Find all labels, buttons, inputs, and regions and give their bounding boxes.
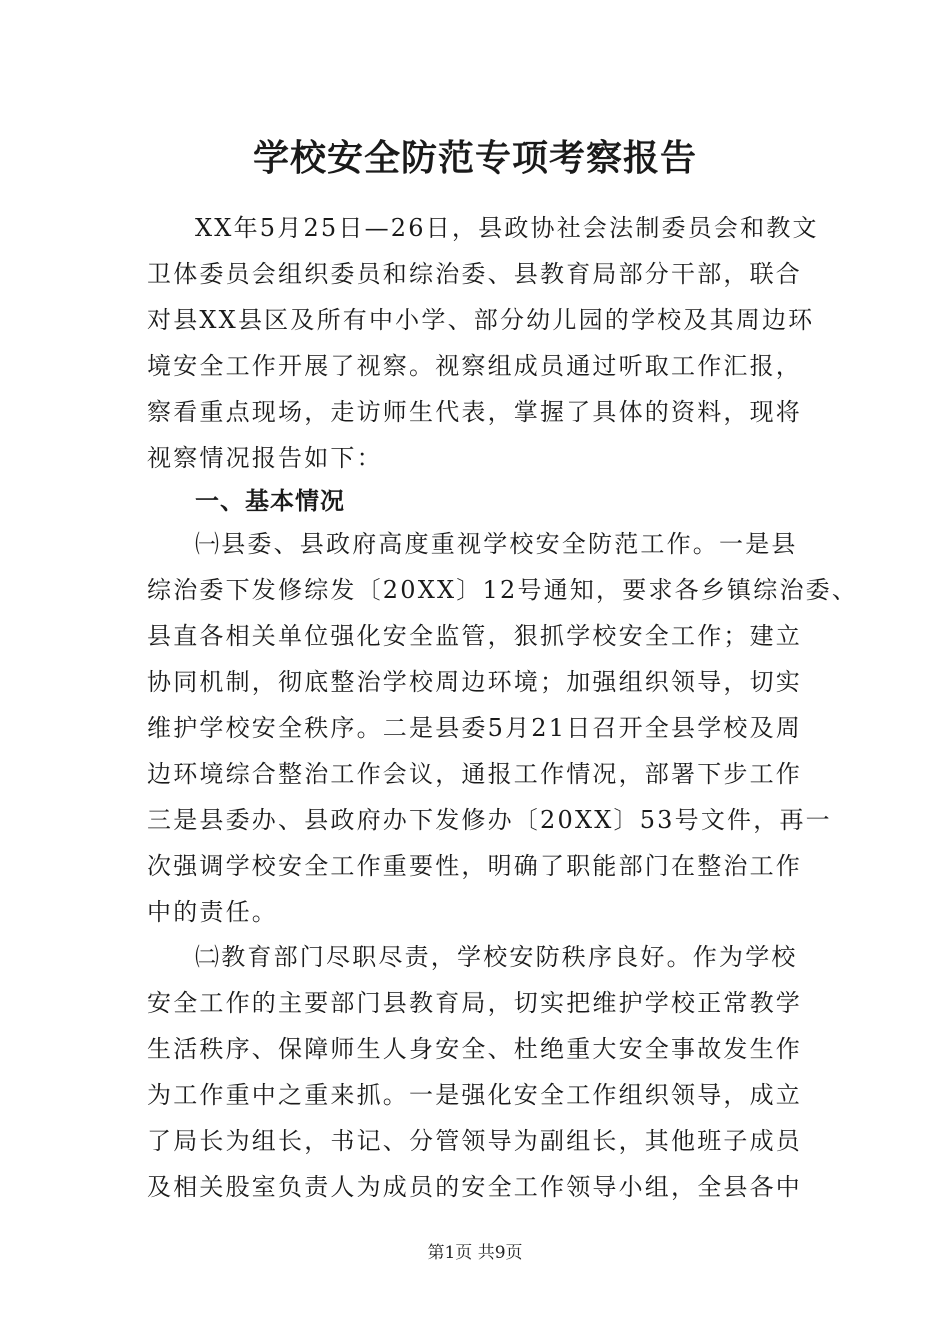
body-line: 生活秩序、保障师生人身安全、杜绝重大安全事故发生作: [147, 1035, 802, 1063]
document-title: 学校安全防范专项考察报告: [252, 137, 697, 179]
body-line: 三是县委办、县政府办下发修办〔20XX〕53号文件，再一: [147, 806, 832, 834]
body-line: 视察情况报告如下：: [147, 444, 383, 472]
body-line: XX年5月25日—26日，县政协社会法制委员会和教文: [195, 214, 819, 242]
body-line: 县直各相关单位强化安全监管，狠抓学校安全工作；建立: [147, 622, 802, 650]
page-footer: 第1页 共9页: [427, 1243, 523, 1263]
body-line: 卫体委员会组织委员和综治委、县教育局部分干部，联合: [147, 260, 802, 288]
section-heading: 一、基本情况: [195, 487, 345, 515]
body-line: 及相关股室负责人为成员的安全工作领导小组，全县各中: [147, 1173, 802, 1201]
body-line: 次强调学校安全工作重要性，明确了职能部门在整治工作: [147, 852, 802, 880]
body-line: 境安全工作开展了视察。视察组成员通过听取工作汇报，: [147, 352, 802, 380]
body-line: ㈡教育部门尽职尽责，学校安防秩序良好。作为学校: [195, 943, 798, 971]
body-line: 为工作重中之重来抓。一是强化安全工作组织领导，成立: [147, 1081, 802, 1109]
body-line: ㈠县委、县政府高度重视学校安全防范工作。一是县: [195, 530, 798, 558]
body-line: 对县XX县区及所有中小学、部分幼儿园的学校及其周边环: [147, 306, 815, 334]
body-line: 综治委下发修综发〔20XX〕12号通知，要求各乡镇综治委、: [147, 576, 859, 604]
body-line: 维护学校安全秩序。二是县委5月21日召开全县学校及周: [147, 714, 803, 742]
body-line: 协同机制，彻底整治学校周边环境；加强组织领导，切实: [147, 668, 802, 696]
body-line: 中的责任。: [147, 898, 278, 926]
body-line: 边环境综合整治工作会议，通报工作情况，部署下步工作: [147, 760, 802, 788]
body-line: 安全工作的主要部门县教育局，切实把维护学校正常教学: [147, 989, 802, 1017]
body-line: 察看重点现场，走访师生代表，掌握了具体的资料，现将: [147, 398, 802, 426]
body-line: 了局长为组长，书记、分管领导为副组长，其他班子成员: [147, 1127, 802, 1155]
